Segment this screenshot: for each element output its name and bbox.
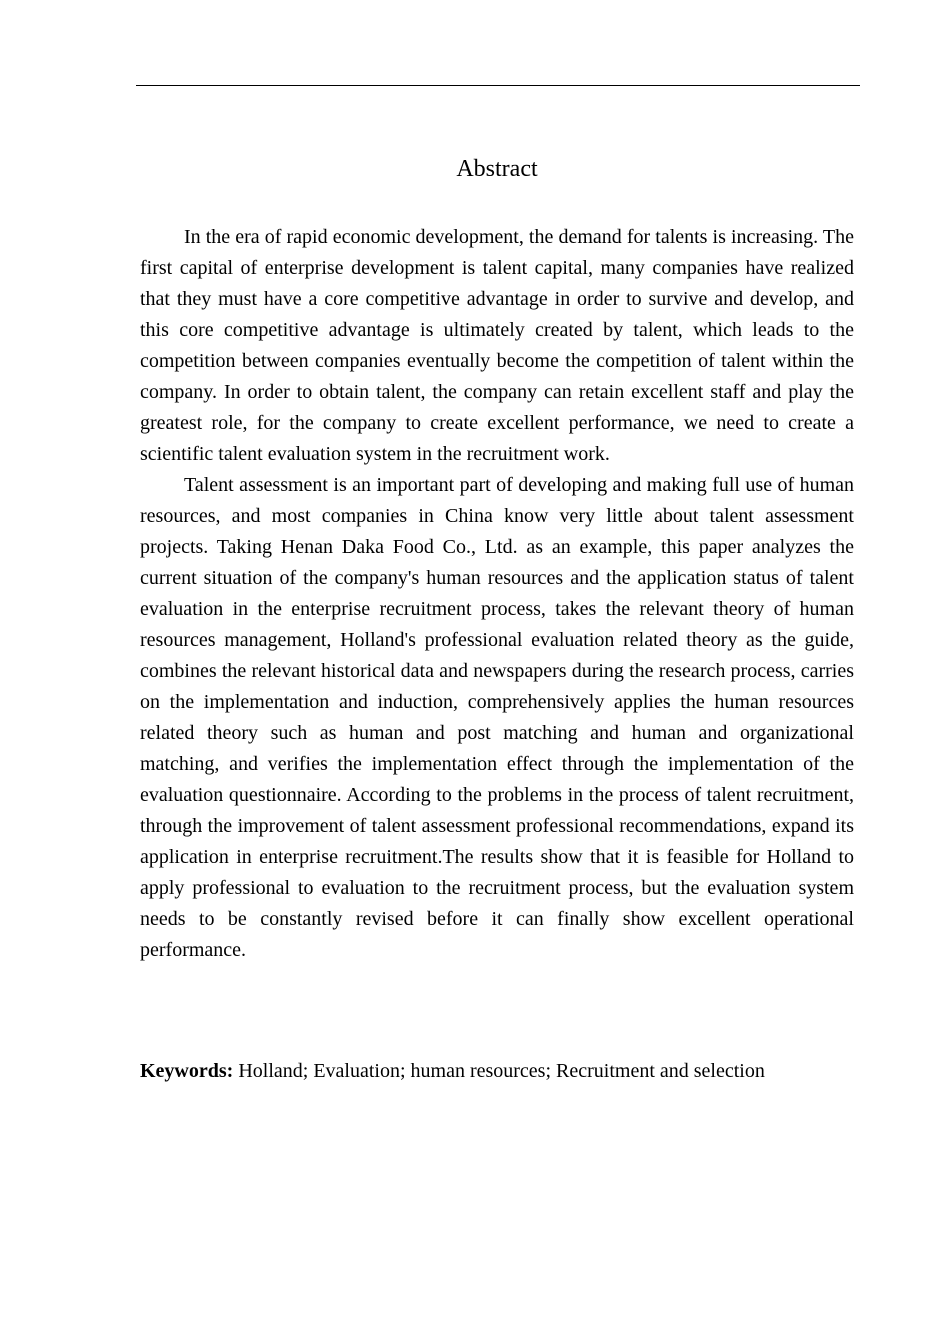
abstract-paragraph-2: Talent assessment is an important part of developing and making full use of human resources, and most companies in China know very little about talent assessment projects. Taking Henan Daka Food Co., Ltd. as an example, this paper analyzes the current situation of the company's human resources and the application status of talent evaluation in the enterprise recruitment process, takes the relevant theory of human resources management, Holland's professional evaluation related theory as the guide, combines the relevant historical data and newspapers during the research process, carries on the implementation and induction, comprehensively applies the human resources related theory such as human and post matching and human and organizational matching, and verifies the implementation effect through the implementation of the evaluation questionnaire. According to the problems in the process of talent recruitment, through the improvement of talent assessment professional recommendations, expand its application in enterprise recruitment.The results show that it is feasible for Holland to apply professional to evaluation to the recruitment process, but the evaluation system needs to be constantly revised before it can finally show excellent operational performance. — [140, 474, 854, 961]
header-rule — [136, 85, 860, 86]
abstract-title: Abstract — [456, 156, 538, 182]
abstract-paragraph-1: In the era of rapid economic development, the demand for talents is increasing. The first capital of enterprise development is talent capital, many companies have realized that they must have a core competitive advantage in order to survive and develop, and this core competitive advantage is ultimately created by talent, which leads to the competition between companies eventually become the competition of talent within the company. In order to obtain talent, the company can retain excellent staff and play the greatest role, for the company to create excellent performance, we need to create a scientific talent evaluation system in the recruitment work. — [140, 226, 854, 465]
keywords-text: Holland; Evaluation; human resources; Recruitment and selection — [238, 1060, 765, 1082]
keywords-label: Keywords: — [140, 1060, 234, 1082]
keywords-line — [140, 1056, 854, 1087]
abstract-body — [140, 222, 854, 966]
